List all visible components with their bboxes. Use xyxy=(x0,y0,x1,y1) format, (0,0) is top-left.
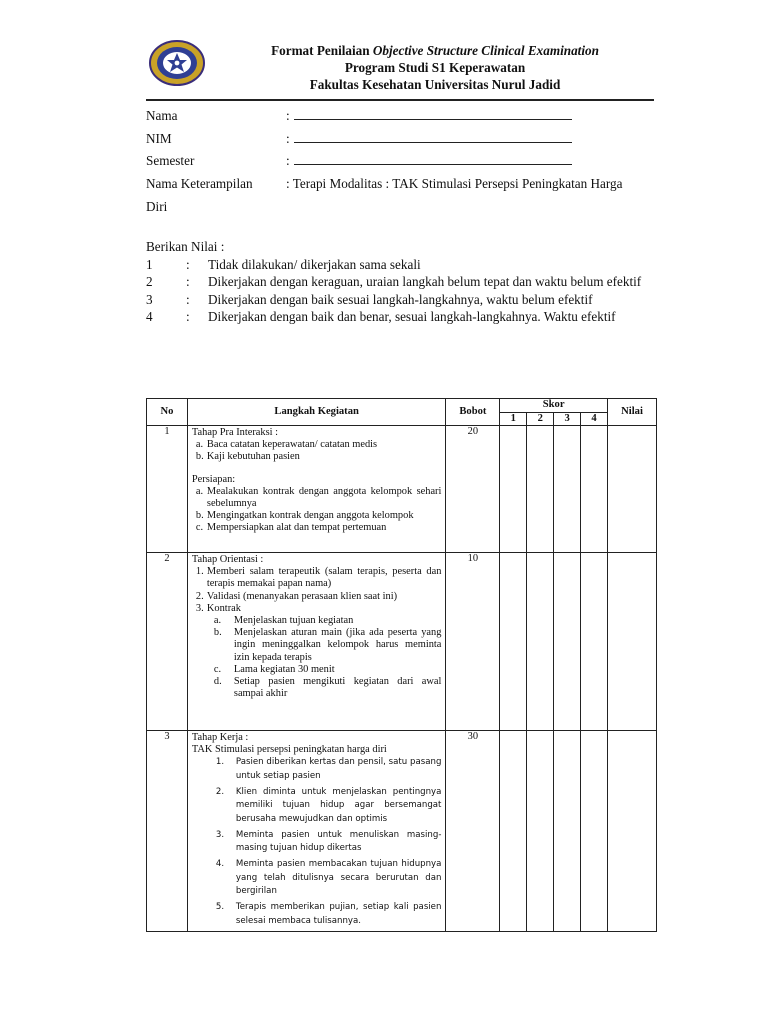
header-line-1-prefix: Format Penilaian xyxy=(271,43,373,58)
identity-row-semester xyxy=(146,151,662,174)
step-marker: a. xyxy=(195,485,204,497)
identity-block xyxy=(146,106,662,220)
keterampilan-label: Nama Keterampilan xyxy=(146,175,253,191)
step-spacer xyxy=(192,464,442,474)
kerja-item xyxy=(192,829,442,856)
col-header-bobot: Bobot xyxy=(446,399,500,426)
rating-number: 1 xyxy=(146,256,153,272)
kerja-marker: 3. xyxy=(215,829,225,840)
rating-description: Tidak dilakukan/ dikerjakan sama sekali xyxy=(208,256,421,272)
step-item xyxy=(192,522,442,534)
step-text: Validasi (menanyakan perasaan klien saat ini) xyxy=(206,590,398,602)
kerja-item xyxy=(192,858,442,898)
kerja-text: Meminta pasien membacakan tujuan hidupnya yang telah ditulisnya secara berurutan dan bergirilan xyxy=(235,859,442,897)
score-cell-3[interactable] xyxy=(554,426,581,553)
semester-colon: : xyxy=(286,153,290,168)
nilai-cell[interactable] xyxy=(608,553,657,731)
identity-row-nama xyxy=(146,106,662,129)
step-title: Tahap Orientasi : xyxy=(191,554,264,565)
step-text: Mealakukan kontrak dengan anggota kelompok sehari sebelumnya xyxy=(206,485,442,510)
step-item xyxy=(192,603,442,615)
kontrak-marker: b. xyxy=(213,627,222,639)
step-marker: 3. xyxy=(195,602,204,614)
assessment-table xyxy=(146,398,657,932)
kerja-marker: 2. xyxy=(215,787,225,797)
step-item xyxy=(192,510,442,522)
col-header-skor-4: 4 xyxy=(581,412,608,426)
step-marker: a. xyxy=(195,439,204,451)
step-item xyxy=(192,451,442,463)
kontrak-marker: c. xyxy=(213,663,222,675)
kerja-text: Klien diminta untuk menjelaskan pentingnya memiliki tujuan hidup agar bersemangat berusaha mewujudkan dan optimis xyxy=(235,787,442,824)
col-header-nilai: Nilai xyxy=(608,399,657,426)
step-item xyxy=(192,566,442,590)
kontrak-marker: a. xyxy=(213,615,222,627)
kerja-marker: 5. xyxy=(215,902,225,913)
kontrak-marker: d. xyxy=(213,676,222,688)
identity-row-nim xyxy=(146,129,662,152)
step-text: Baca catatan keperawatan/ catatan medis xyxy=(206,439,378,451)
rating-colon: : xyxy=(186,274,190,289)
step-title: Tahap Kerja : xyxy=(191,732,249,743)
row-steps xyxy=(187,426,446,553)
row-steps xyxy=(187,731,446,932)
rating-number: 2 xyxy=(146,274,153,289)
rating-colon: : xyxy=(186,256,190,272)
rating-legend-title: Berikan Nilai : xyxy=(146,239,225,254)
step-text: Mempersiapkan alat dan tempat pertemuan xyxy=(206,522,387,534)
col-header-skor-2: 2 xyxy=(527,412,554,426)
step-marker: 1. xyxy=(195,566,204,578)
rating-description: Dikerjakan dengan baik sesuai langkah-langkahnya, waktu belum efektif xyxy=(208,291,593,307)
rating-item xyxy=(146,291,652,309)
step-subtitle: Persiapan: xyxy=(191,473,236,485)
step-subtitle: TAK Stimulasi persepsi peningkatan harga diri xyxy=(191,744,387,756)
score-cell-2[interactable] xyxy=(527,731,554,932)
nama-blank-line xyxy=(294,107,572,120)
step-text: Kontrak xyxy=(206,602,241,614)
kontrak-text: Menjelaskan tujuan kegiatan xyxy=(233,615,354,627)
nim-blank-line xyxy=(294,130,572,143)
semester-field[interactable] xyxy=(286,151,572,171)
kerja-text: Terapis memberikan pujian, setiap kali pasien selesai membaca tulisannya. xyxy=(235,902,442,926)
row-bobot: 20 xyxy=(446,426,500,553)
col-header-skor-3: 3 xyxy=(554,412,581,426)
step-item xyxy=(192,439,442,451)
score-cell-4[interactable] xyxy=(581,553,608,731)
rating-item xyxy=(146,273,652,291)
nim-colon: : xyxy=(286,130,290,146)
nilai-cell[interactable] xyxy=(608,426,657,553)
kerja-item xyxy=(192,901,442,928)
identity-row-keterampilan xyxy=(146,174,662,220)
rating-description: Dikerjakan dengan keraguan, uraian langkah belum tepat dan waktu belum efektif xyxy=(208,274,642,289)
step-item xyxy=(192,486,442,510)
step-marker: c. xyxy=(195,522,204,534)
col-header-skor-1: 1 xyxy=(500,412,527,426)
score-cell-4[interactable] xyxy=(581,426,608,553)
rating-colon: : xyxy=(186,309,190,324)
score-cell-3[interactable] xyxy=(554,731,581,932)
row-steps xyxy=(187,553,446,731)
kerja-marker: 1. xyxy=(215,757,225,768)
kontrak-item xyxy=(192,627,442,664)
score-cell-1[interactable] xyxy=(500,553,527,731)
header-line-1 xyxy=(210,42,660,59)
rating-colon: : xyxy=(186,291,190,307)
kontrak-text: Menjelaskan aturan main (jika ada peserta yang ingin meninggalkan kelompok harus meminta izin kepada terapis xyxy=(233,627,442,663)
kontrak-item xyxy=(192,615,442,627)
row-bobot: 30 xyxy=(446,731,500,932)
score-cell-3[interactable] xyxy=(554,553,581,731)
header-divider xyxy=(146,99,654,101)
kontrak-text: Setiap pasien mengikuti kegiatan dari awal sampai akhir xyxy=(233,676,442,700)
score-cell-1[interactable] xyxy=(500,426,527,553)
table-row xyxy=(147,426,657,553)
score-cell-2[interactable] xyxy=(527,553,554,731)
row-number: 2 xyxy=(147,553,188,731)
col-header-no: No xyxy=(147,399,188,426)
row-number: 3 xyxy=(147,731,188,932)
col-header-skor: Skor xyxy=(500,399,608,413)
document-header xyxy=(210,42,660,93)
rating-legend xyxy=(146,238,652,326)
step-text: Mengingatkan kontrak dengan anggota kelompok xyxy=(206,510,414,522)
col-header-langkah: Langkah Kegiatan xyxy=(187,399,446,426)
score-cell-2[interactable] xyxy=(527,426,554,553)
nama-field[interactable] xyxy=(286,106,572,126)
step-marker: b. xyxy=(195,451,204,463)
header-line-3: Fakultas Kesehatan Universitas Nurul Jadid xyxy=(309,77,561,92)
nim-label: NIM xyxy=(146,130,172,146)
kerja-list xyxy=(192,756,442,928)
step-text: Kaji kebutuhan pasien xyxy=(206,451,300,463)
kerja-marker: 4. xyxy=(215,859,225,870)
kerja-text: Meminta pasien untuk menuliskan masing-masing tujuan hidup dikertas xyxy=(235,829,442,854)
score-cell-4[interactable] xyxy=(581,731,608,932)
kerja-item xyxy=(192,786,442,826)
keterampilan-value-wrap: Diri xyxy=(146,198,168,214)
semester-label: Semester xyxy=(146,153,195,168)
rating-item xyxy=(146,256,652,274)
header-line-1-italic: Objective Structure Clinical Examination xyxy=(372,43,599,58)
step-title: Tahap Pra Interaksi : xyxy=(191,427,279,438)
kontrak-item xyxy=(192,664,442,676)
rating-item xyxy=(146,308,652,326)
kerja-item xyxy=(192,756,442,783)
keterampilan-value: : Terapi Modalitas : TAK Stimulasi Persepsi Peningkatan Harga xyxy=(286,175,623,191)
nilai-cell[interactable] xyxy=(608,731,657,932)
nim-field[interactable] xyxy=(286,129,572,149)
header-line-2: Program Studi S1 Keperawatan xyxy=(344,60,526,75)
kontrak-item xyxy=(192,676,442,700)
rating-number: 4 xyxy=(146,309,153,324)
row-bobot: 10 xyxy=(446,553,500,731)
nama-label: Nama xyxy=(146,108,178,123)
step-marker: b. xyxy=(195,510,204,522)
rating-description: Dikerjakan dengan baik dan benar, sesuai langkah-langkahnya. Waktu efektif xyxy=(208,309,616,324)
table-row xyxy=(147,553,657,731)
kontrak-text: Lama kegiatan 30 menit xyxy=(233,663,335,675)
nama-colon: : xyxy=(286,108,290,123)
kerja-text: Pasien diberikan kertas dan pensil, satu pasang untuk setiap pasien xyxy=(235,757,442,781)
step-marker: 2. xyxy=(195,590,204,602)
table-row xyxy=(147,731,657,932)
step-item xyxy=(192,591,442,603)
score-cell-1[interactable] xyxy=(500,731,527,932)
semester-blank-line xyxy=(294,152,572,165)
step-text: Memberi salam terapeutik (salam terapis, peserta dan terapis memakai papan nama) xyxy=(206,566,442,590)
university-logo xyxy=(148,40,206,86)
row-number: 1 xyxy=(147,426,188,553)
rating-number: 3 xyxy=(146,291,153,307)
